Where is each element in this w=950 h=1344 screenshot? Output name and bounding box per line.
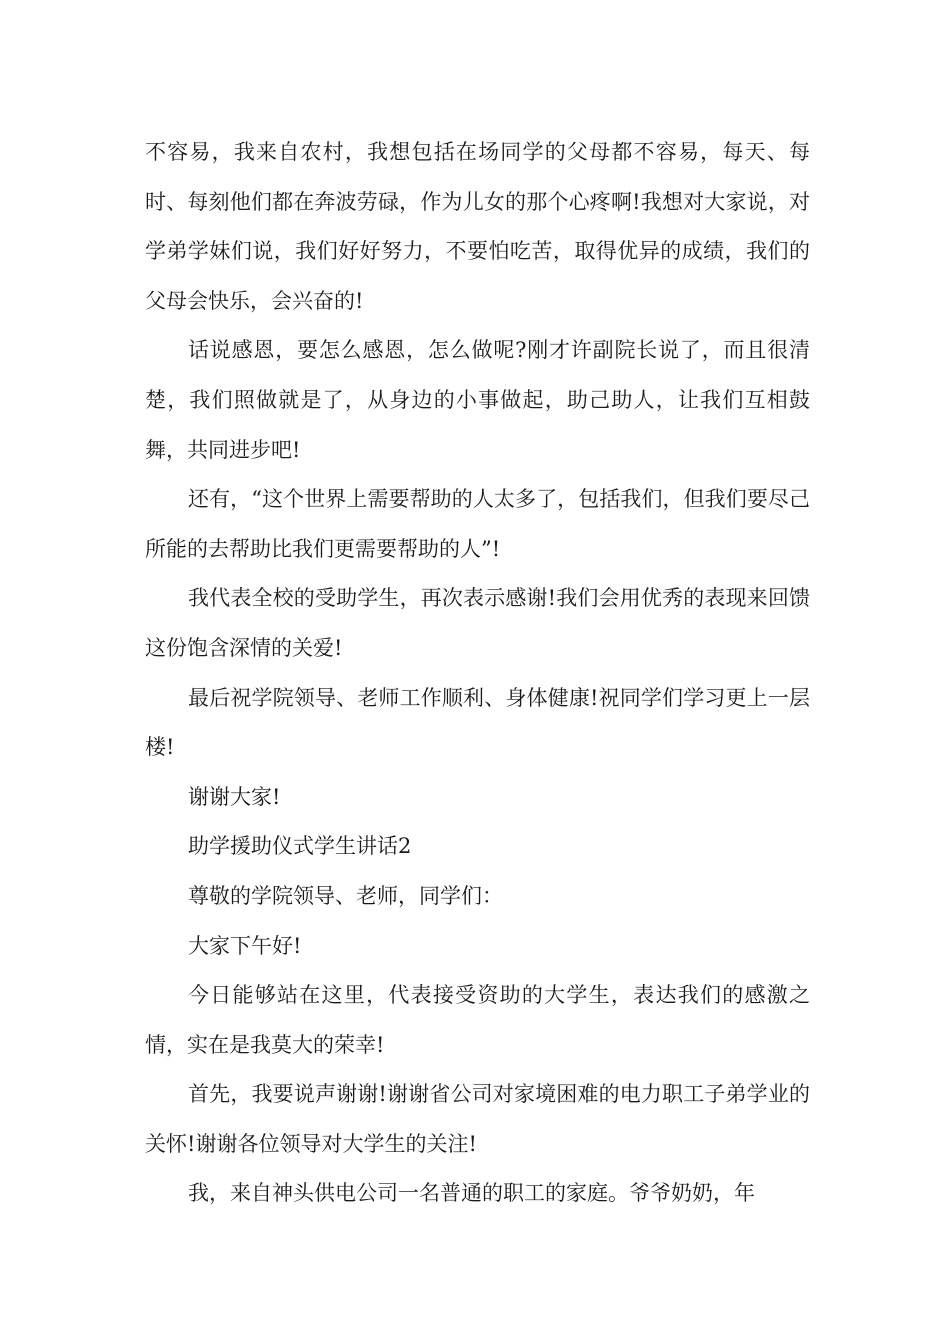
paragraph-12: 我，来自神头供电公司一名普通的职工的家庭。爷爷奶奶，年	[188, 1181, 755, 1206]
paragraph-5: 最后祝学院领导、老师工作顺利、身体健康!祝同学们学习更上一层楼!	[145, 685, 810, 760]
document-body	[145, 128, 810, 1219]
greeting: 大家下午好!	[188, 933, 302, 958]
paragraph-2: 话说感恩，要怎么感恩，怎么做呢?刚才许副院长说了，而且很清楚，我们照做就是了，从身边的小事做起，助己助人，让我们互相鼓舞，共同进步吧!	[145, 338, 810, 462]
paragraph-4: 我代表全校的受助学生，再次表示感谢!我们会用优秀的表现来回馈这份饱含深情的关爱!	[145, 586, 810, 660]
paragraph-6: 谢谢大家!	[188, 784, 281, 809]
section-heading: 助学援助仪式学生讲话2	[188, 834, 412, 859]
paragraph-11: 首先，我要说声谢谢!谢谢省公司对家境困难的电力职工子弟学业的关怀!谢谢各位领导对大学生的关注!	[145, 1082, 810, 1156]
paragraph-10: 今日能够站在这里，代表接受资助的大学生，表达我们的感激之情，实在是我莫大的荣幸!	[145, 983, 810, 1057]
salutation: 尊敬的学院领导、老师，同学们：	[188, 883, 503, 908]
paragraph-1: 不容易，我来自农村，我想包括在场同学的父母都不容易，每天、每时、每刻他们都在奔波劳碌，作为儿女的那个心疼啊!我想对大家说，对学弟学妹们说，我们好好努力，不要怕吃苦，取得优异的成绩，我们的父母会快乐，会兴奋的!	[145, 140, 810, 313]
paragraph-3: 还有，“这个世界上需要帮助的人太多了，包括我们，但我们要尽己所能的去帮助比我们更需要帮助的人”!	[145, 487, 810, 561]
